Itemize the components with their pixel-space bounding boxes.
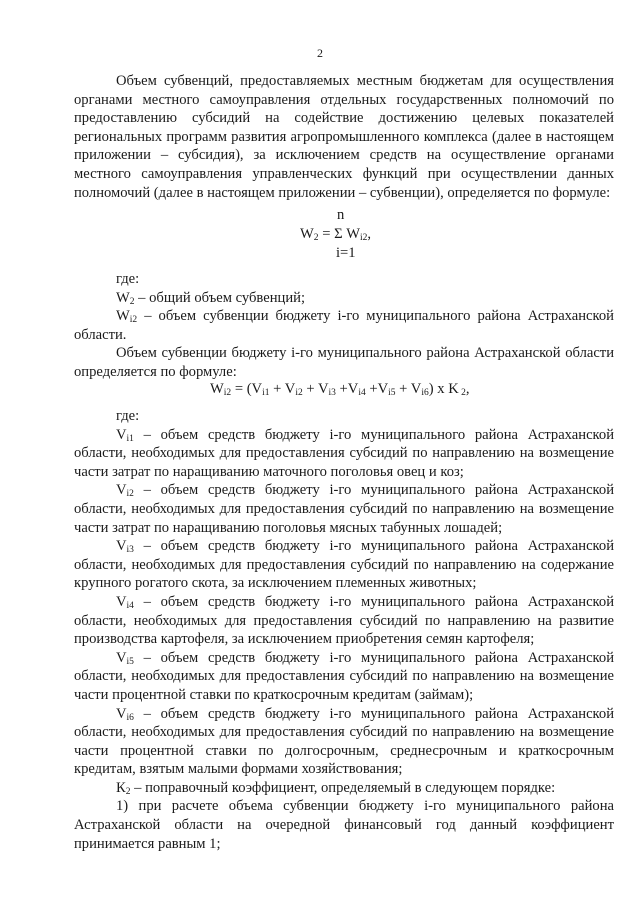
formula1-lhs-sub: 2 bbox=[313, 233, 319, 243]
formula1-upper-limit: n bbox=[337, 207, 345, 223]
where2-label: где: bbox=[116, 408, 140, 424]
v5-definition-text: – объем средств бюджету i-го муниципального района Астраханской области, необходимых для предоставления субсидий по направлению на возмещение части процентной ставки по краткосрочным кредитам (займам); bbox=[74, 649, 614, 703]
formula1-tail: , bbox=[367, 226, 372, 242]
v4-definition-text: – объем средств бюджету i-го муниципального района Астраханской области, необходимых для предоставления субсидий по направлению на развитие производства картофеля, за исключением приобретения семян картофеля; bbox=[74, 593, 614, 648]
formula2-close: ) x K bbox=[428, 381, 459, 397]
v1-definition bbox=[74, 426, 614, 482]
v2-symbol: V bbox=[116, 482, 127, 499]
v1-definition-text: – объем средств бюджету i-го муниципального района Астраханской области, необходимых для предоставления субсидий по направлению на возмещение части затрат по наращиванию маточного поголовья овец и коз; bbox=[74, 426, 614, 480]
formula1 bbox=[300, 225, 371, 244]
formula2-term-6: i6 bbox=[421, 388, 429, 398]
v5-symbol: V bbox=[116, 649, 127, 666]
v2-definition bbox=[74, 481, 614, 537]
w2-definition bbox=[74, 289, 614, 308]
formula2: $W_{i2} = (V_{i1} + V_{i2} + V_{i3} +V_{i4} +V_{i5} + V_{i6})$ x K $_2$, bbox=[210, 381, 470, 398]
wi2-definition bbox=[74, 307, 614, 344]
formula1-rhs-sub: i2 bbox=[359, 233, 368, 243]
v4-symbol: V bbox=[116, 593, 127, 610]
wi2-definition-text: – объем субвенции бюджету i-го муниципального района Астраханской области. bbox=[74, 308, 614, 343]
w2-symbol: W bbox=[116, 289, 130, 306]
where1-label: где: bbox=[116, 271, 140, 287]
wi2-symbol-sub: i2 bbox=[129, 315, 138, 326]
definitions-block bbox=[74, 407, 614, 853]
v3-definition-text: – объем средств бюджету i-го муниципального района Астраханской области, необходимых для предоставления субсидий по направлению на содержание крупного рогатого скота, за исключением племенных животных; bbox=[74, 538, 614, 592]
v5-definition bbox=[74, 649, 614, 705]
v3-symbol: V bbox=[116, 538, 127, 555]
v1-symbol-sub: i1 bbox=[126, 433, 134, 444]
v6-definition-text: – объем средств бюджету i-го муниципального района Астраханской области, необходимых для предоставления субсидий по направлению на возмещение части процентной ставки по долгосрочным, среднесрочным и краткосрочным кредитам, взятым малыми формами хозяйствования; bbox=[74, 705, 614, 778]
formula2-tail: , bbox=[465, 381, 470, 397]
v1-symbol: V bbox=[116, 426, 127, 443]
formula1-lower-limit: i=1 bbox=[336, 245, 356, 261]
formula2-term-2: i2 bbox=[295, 388, 303, 398]
where1-block bbox=[74, 270, 614, 382]
k2-definition bbox=[74, 779, 614, 798]
item-1-paragraph: 1) при расчете объема субвенции бюджету i-го муниципального района Астраханской области на очередной финансовый год данный коэффициент принимается равным 1; bbox=[74, 798, 614, 852]
wi2-symbol: W bbox=[116, 308, 130, 325]
v3-definition bbox=[74, 537, 614, 593]
w2-symbol-sub: 2 bbox=[129, 296, 135, 307]
formula2-term-3: i3 bbox=[328, 388, 336, 398]
v6-definition bbox=[74, 705, 614, 779]
formula2-lhs: W bbox=[210, 381, 224, 397]
w2-definition-text: – общий объем субвенций; bbox=[134, 289, 306, 306]
v6-symbol: V bbox=[116, 705, 127, 722]
intro2-paragraph: Объем субвенции бюджету i-го муниципального района Астраханской области определяется по формуле: bbox=[74, 345, 614, 380]
formula2-lhs-sub: i2 bbox=[223, 388, 232, 398]
intro-block bbox=[74, 72, 614, 202]
v4-symbol-sub: i4 bbox=[126, 600, 134, 611]
intro-paragraph: Объем субвенций, предоставляемых местным бюджетам для осуществления органами местного самоуправления отдельных государственных полномочий по предоставлению субсидий на содействие достижению целевых показателей региональных программ развития агропромышленного комплекса (далее в настоящем приложении – субсидия), за исключением средств на осуществление органами местного самоуправления управленческих функций при осуществлении данных полномочий (далее в настоящем приложении – субвенции), определяется по формуле: bbox=[74, 73, 614, 201]
v4-definition bbox=[74, 593, 614, 649]
page-number: 2 bbox=[317, 46, 323, 60]
formula1-lhs: W bbox=[300, 226, 314, 242]
formula2-term-1: i1 bbox=[262, 388, 270, 398]
formula1-rhs: = Σ W bbox=[322, 226, 360, 242]
v5-symbol-sub: i5 bbox=[126, 656, 134, 667]
v3-symbol-sub: i3 bbox=[126, 545, 134, 556]
v2-definition-text: – объем средств бюджету i-го муниципального района Астраханской области, необходимых для предоставления субсидий по направлению на возмещение части затрат по наращиванию поголовья мясных табунных лошадей; bbox=[74, 482, 614, 536]
v6-symbol-sub: i6 bbox=[126, 712, 134, 723]
k2-symbol: К bbox=[116, 779, 126, 796]
k2-definition-text: – поправочный коэффициент, определяемый в следующем порядке: bbox=[130, 779, 556, 796]
k2-symbol-sub: 2 bbox=[125, 786, 131, 797]
formula2-open: = (V bbox=[231, 381, 263, 397]
formula2-term-4: i4 bbox=[358, 388, 366, 398]
formula2-term-5: i5 bbox=[388, 388, 396, 398]
v2-symbol-sub: i2 bbox=[126, 489, 134, 500]
formula2-k-sub: 2 bbox=[458, 388, 466, 398]
